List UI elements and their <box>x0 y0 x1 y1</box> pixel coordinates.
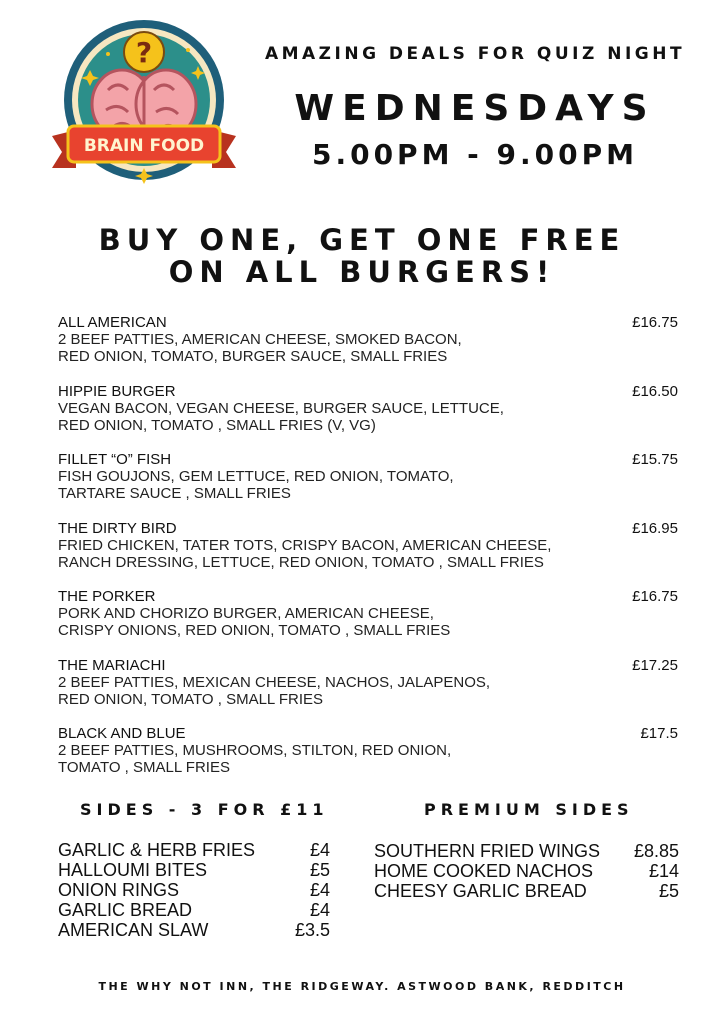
sides-heading: SIDES - 3 FOR £11 <box>80 800 329 819</box>
menu-item-description: PORK AND CHORIZO BURGER, AMERICAN CHEESE, <box>58 605 434 622</box>
logo-text: BRAIN FOOD <box>83 136 205 156</box>
side-item-name: ONION RINGS <box>58 880 180 900</box>
menu-item <box>58 725 678 794</box>
svg-text:?: ? <box>135 36 153 69</box>
premium-sides-heading: PREMIUM SIDES <box>424 800 634 819</box>
menu-item-price: £16.75 <box>632 314 678 331</box>
side-item-name: GARLIC BREAD <box>58 900 193 920</box>
menu-item-description: VEGAN BACON, VEGAN CHEESE, BURGER SAUCE, LETTUCE, <box>58 399 504 417</box>
premium-side-item <box>374 861 679 881</box>
quiz-night-tagline: AMAZING DEALS FOR QUIZ NIGHT <box>264 44 686 64</box>
menu-item-description: 2 BEEF PATTIES, AMERICAN CHEESE, SMOKED BACON, <box>58 331 462 348</box>
offer-headline <box>20 224 704 288</box>
side-item <box>58 900 330 920</box>
menu-item-description: 2 BEEF PATTIES, MEXICAN CHEESE, NACHOS, JALAPENOS, <box>58 673 491 691</box>
brain-food-logo <box>48 18 240 190</box>
menu-item-price: £16.75 <box>632 588 678 605</box>
side-item <box>58 860 330 880</box>
menu-item-price: £17.25 <box>632 656 678 674</box>
menu-item-description: FISH GOUJONS, GEM LETTUCE, RED ONION, TOMATO, <box>58 468 454 485</box>
premium-side-item-price: £8.85 <box>633 841 679 861</box>
side-item-name: GARLIC & HERB FRIES <box>58 840 256 860</box>
premium-side-item <box>374 881 679 901</box>
menu-item-description: RED ONION, TOMATO , SMALL FRIES (V, VG) <box>58 416 376 434</box>
side-item-price: £4 <box>309 900 330 920</box>
premium-side-item <box>374 841 679 861</box>
menu-item <box>58 657 678 726</box>
side-item-price: £5 <box>309 860 330 880</box>
menu-item-price: £16.95 <box>632 519 678 537</box>
day-heading: WEDNESDAYS <box>294 88 656 129</box>
premium-side-item-price: £5 <box>658 881 679 901</box>
menu-item-description: RANCH DRESSING, LETTUCE, RED ONION, TOMATO , SMALL FRIES <box>58 553 544 571</box>
offer-headline-line2: ON ALL BURGERS! <box>168 255 556 289</box>
sides-list <box>58 840 330 940</box>
premium-side-item-name: SOUTHERN FRIED WINGS <box>374 841 601 861</box>
menu-item-price: £15.75 <box>632 451 678 468</box>
menu-item <box>58 383 678 452</box>
menu-item <box>58 314 678 383</box>
side-item-name: HALLOUMI BITES <box>58 860 208 880</box>
side-item <box>58 880 330 900</box>
menu-item-name: HIPPIE BURGER <box>58 382 176 400</box>
time-heading: 5.00PM - 9.00PM <box>311 138 639 171</box>
side-item <box>58 840 330 860</box>
venue-address: THE WHY NOT INN, THE RIDGEWAY. ASTWOOD BANK, REDDITCH <box>98 980 626 993</box>
menu-item <box>58 588 678 657</box>
menu-item-name: THE DIRTY BIRD <box>58 519 177 537</box>
menu-item-description: TARTARE SAUCE , SMALL FRIES <box>58 485 291 502</box>
offer-headline-line1: BUY ONE, GET ONE FREE <box>98 223 626 257</box>
side-item-price: £3.5 <box>294 920 330 940</box>
menu-item-name: THE PORKER <box>58 588 156 605</box>
menu-item-name: FILLET “O” FISH <box>58 451 172 468</box>
burger-list <box>58 314 678 794</box>
menu-item-price: £16.50 <box>632 382 678 400</box>
menu-item <box>58 451 678 520</box>
menu-item-description: FRIED CHICKEN, TATER TOTS, CRISPY BACON, AMERICAN CHEESE, <box>58 536 552 554</box>
question-mark-icon <box>124 32 164 72</box>
menu-item-description: 2 BEEF PATTIES, MUSHROOMS, STILTON, RED ONION, <box>58 742 452 759</box>
premium-side-item-name: CHEESY GARLIC BREAD <box>374 881 587 901</box>
menu-item-description: RED ONION, TOMATO , SMALL FRIES <box>58 690 324 708</box>
premium-side-item-price: £14 <box>648 861 679 881</box>
premium-sides-list <box>374 841 679 901</box>
menu-item-name: ALL AMERICAN <box>58 314 167 331</box>
side-item-name: AMERICAN SLAW <box>58 920 209 940</box>
premium-side-item-name: HOME COOKED NACHOS <box>374 861 594 881</box>
menu-item-description: CRISPY ONIONS, RED ONION, TOMATO , SMALL FRIES <box>58 622 451 639</box>
menu-item-name: THE MARIACHI <box>58 656 166 674</box>
side-item <box>58 920 330 940</box>
menu-item-name: BLACK AND BLUE <box>58 725 186 742</box>
menu-item <box>58 520 678 589</box>
side-item-price: £4 <box>309 880 330 900</box>
brain-icon <box>48 18 240 190</box>
menu-item-description: RED ONION, TOMATO, BURGER SAUCE, SMALL FRIES <box>58 348 448 365</box>
menu-item-price: £17.5 <box>640 725 678 742</box>
side-item-price: £4 <box>309 840 330 860</box>
menu-item-description: TOMATO , SMALL FRIES <box>58 759 230 776</box>
